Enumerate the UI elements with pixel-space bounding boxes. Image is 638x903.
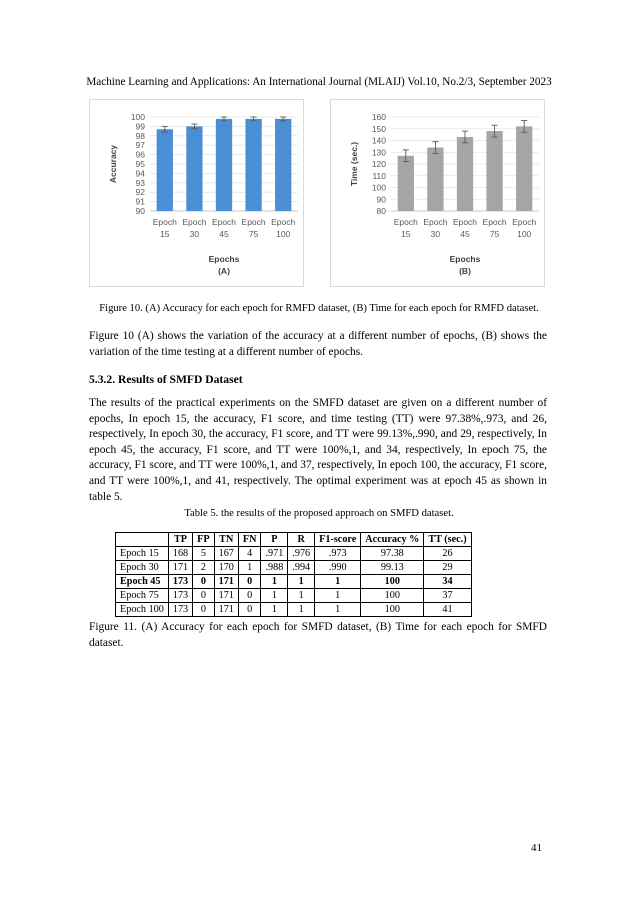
x-tick-label: Epoch (482, 217, 507, 227)
time-chart-svg (331, 100, 544, 286)
x-axis-label: Epochs (449, 254, 481, 264)
table-cell: 1 (261, 589, 288, 603)
x-tick-label: 15 (401, 229, 411, 239)
y-tick-label: 160 (371, 112, 386, 122)
x-tick-label: Epoch (241, 217, 266, 227)
y-tick-label: 150 (371, 123, 386, 134)
y-axis-label: Time (sec.) (349, 141, 359, 187)
y-tick-label: 92 (135, 187, 145, 198)
x-tick-label: 15 (160, 229, 170, 239)
table-cell: 0 (193, 575, 214, 589)
y-tick-label: 100 (130, 112, 145, 122)
y-tick-label: 98 (135, 130, 145, 141)
table-cell: 173 (168, 575, 192, 589)
y-tick-label: 95 (135, 159, 145, 169)
x-tick-label: Epoch (211, 217, 237, 227)
table-row (116, 589, 472, 603)
table-cell: 4 (238, 547, 261, 561)
y-tick-label: 120 (371, 159, 386, 169)
table-header-cell: TP (168, 533, 192, 547)
time-chart (330, 99, 545, 287)
x-axis-label: Epochs (208, 254, 240, 264)
table-cell: Epoch 15 (116, 547, 169, 561)
table-cell: 167 (214, 547, 238, 561)
x-tick-label: Epoch (152, 217, 177, 227)
accuracy-chart (89, 99, 304, 287)
y-tick-label: 93 (135, 177, 145, 188)
table-header-cell: FN (238, 533, 261, 547)
smfd-results-paragraph: The results of the practical experiments on the SMFD dataset are given on a different number of epochs, In epoch 15, the accuracy, F1 score, and time testing (TT) were 97.38%,.973, and 26, respectively, In epoch 30, the accuracy, F1 score, and TT were 99.13%,.990, and 29, respectively, In epoch 45, the accuracy, F1 score, and TT were 100%,1, and 34, respectively, In epoch 75, the accuracy, F1 score, and TT were 100%,1, and 37, respectively, In epoch 100, the accuracy, F1 score, and TT were 100%,1, and 41, respectively. The optimal experiment was at epoch 45 as shown in table 5. (89, 397, 547, 503)
y-tick-label: 80 (376, 206, 386, 216)
bar (216, 119, 232, 211)
accuracy-chart-svg (90, 100, 303, 286)
table-cell: .971 (261, 547, 288, 561)
table-header-cell: TN (214, 533, 238, 547)
table-header-row (116, 533, 472, 547)
table-cell: 168 (168, 547, 192, 561)
table-cell: 41 (424, 603, 471, 617)
table-cell: 34 (424, 575, 471, 589)
table-cell: 26 (424, 547, 471, 561)
x-tick-label: 75 (489, 229, 500, 239)
y-axis-label: Accuracy (108, 144, 118, 184)
table-cell: 5 (193, 547, 214, 561)
table-cell: Epoch 30 (116, 561, 169, 575)
x-tick-label: 100 (276, 229, 291, 239)
table-cell: 29 (424, 561, 471, 575)
x-tick-label: Epoch (512, 217, 537, 227)
table-cell: 1 (261, 603, 288, 617)
x-tick-label: 45 (219, 229, 229, 239)
y-tick-label: 99 (135, 121, 145, 132)
table-cell: 1 (315, 575, 361, 589)
bar (275, 119, 291, 211)
table-cell: 1 (288, 589, 315, 603)
table-cell: 1 (261, 575, 288, 589)
table-cell: 0 (193, 589, 214, 603)
y-tick-label: 96 (135, 149, 145, 160)
table-cell: 0 (193, 603, 214, 617)
table-header-cell: R (288, 533, 315, 547)
table-cell: 171 (214, 575, 238, 589)
table-cell: 100 (361, 589, 424, 603)
table-cell: 97.38 (361, 547, 424, 561)
y-tick-label: 94 (135, 168, 145, 179)
table-cell: 173 (168, 603, 192, 617)
table-cell: 0 (238, 603, 261, 617)
table-cell: .973 (315, 547, 361, 561)
table-row (116, 603, 472, 617)
table-header-cell: P (261, 533, 288, 547)
y-tick-label: 140 (371, 135, 386, 146)
x-tick-label: Epoch (423, 217, 448, 227)
table-body (116, 547, 472, 617)
bar (157, 129, 173, 211)
table-cell: .990 (315, 561, 361, 575)
y-tick-label: 100 (371, 182, 386, 193)
table-cell: 100 (361, 575, 424, 589)
table-cell: 100 (361, 603, 424, 617)
bar (486, 131, 502, 211)
table-cell: 0 (238, 589, 261, 603)
table-header-cell: TT (sec.) (424, 533, 471, 547)
figure-10-paragraph: Figure 10 (A) shows the variation of the accuracy at a different number of epochs, (B) shows the variation of the time testing at a different number of epochs. (89, 330, 547, 358)
table-cell: 1 (238, 561, 261, 575)
table-cell: 99.13 (361, 561, 424, 575)
table-cell: 1 (288, 575, 315, 589)
bar (398, 156, 414, 211)
table-row (116, 575, 472, 589)
table-5-caption: Table 5. the results of the proposed approach on SMFD dataset. (184, 508, 454, 519)
table-header-cell: FP (193, 533, 214, 547)
y-tick-label: 130 (371, 147, 386, 158)
table-cell: 170 (214, 561, 238, 575)
x-tick-label: 100 (517, 229, 532, 239)
panel-label: (A) (218, 266, 230, 276)
table-cell: 171 (214, 603, 238, 617)
table-cell: .994 (288, 561, 315, 575)
bar (186, 126, 202, 211)
x-tick-label: 45 (460, 229, 470, 239)
x-tick-label: 75 (248, 229, 259, 239)
x-tick-label: Epoch (182, 217, 207, 227)
table-cell: 1 (315, 603, 361, 617)
table-cell: 2 (193, 561, 214, 575)
table-cell: 173 (168, 589, 192, 603)
table-cell: 0 (238, 575, 261, 589)
y-tick-label: 97 (135, 140, 145, 151)
y-tick-label: 90 (135, 206, 145, 216)
journal-header: Machine Learning and Applications: An International Journal (MLAIJ) Vol.10, No.2/3, September 2023 (86, 76, 552, 88)
table-cell: Epoch 75 (116, 589, 169, 603)
y-tick-label: 91 (135, 196, 145, 207)
table-cell: .976 (288, 547, 315, 561)
table-cell: Epoch 45 (116, 575, 169, 589)
page-number: 41 (531, 842, 542, 854)
panel-label: (B) (459, 266, 471, 276)
figure-10-caption: Figure 10. (A) Accuracy for each epoch for RMFD dataset, (B) Time for each epoch for RMFD dataset. (99, 303, 539, 314)
bar (516, 126, 532, 211)
figure-11-caption: Figure 11. (A) Accuracy for each epoch for SMFD dataset, (B) Time for each epoch for SMFD dataset. (89, 621, 547, 649)
y-tick-label: 90 (376, 194, 386, 205)
table-cell: Epoch 100 (116, 603, 169, 617)
x-tick-label: 30 (430, 229, 441, 239)
table-cell: .988 (261, 561, 288, 575)
bar (427, 148, 443, 211)
x-tick-label: Epoch (393, 217, 418, 227)
x-tick-label: Epoch (271, 217, 296, 227)
table-cell: 1 (315, 589, 361, 603)
table-row (116, 561, 472, 575)
section-heading: 5.3.2. Results of SMFD Dataset (89, 373, 243, 386)
table-row (116, 547, 472, 561)
y-tick-label: 110 (372, 170, 386, 181)
table-header-cell (116, 533, 169, 547)
table-cell: 171 (168, 561, 192, 575)
table-header-cell: Accuracy % (361, 533, 424, 547)
x-tick-label: 30 (189, 229, 200, 239)
table-cell: 171 (214, 589, 238, 603)
bar (457, 137, 473, 211)
results-table (115, 532, 472, 617)
table-cell: 37 (424, 589, 471, 603)
bar (245, 119, 261, 211)
table-cell: 1 (288, 603, 315, 617)
table-header-cell: F1-score (315, 533, 361, 547)
x-tick-label: Epoch (452, 217, 478, 227)
